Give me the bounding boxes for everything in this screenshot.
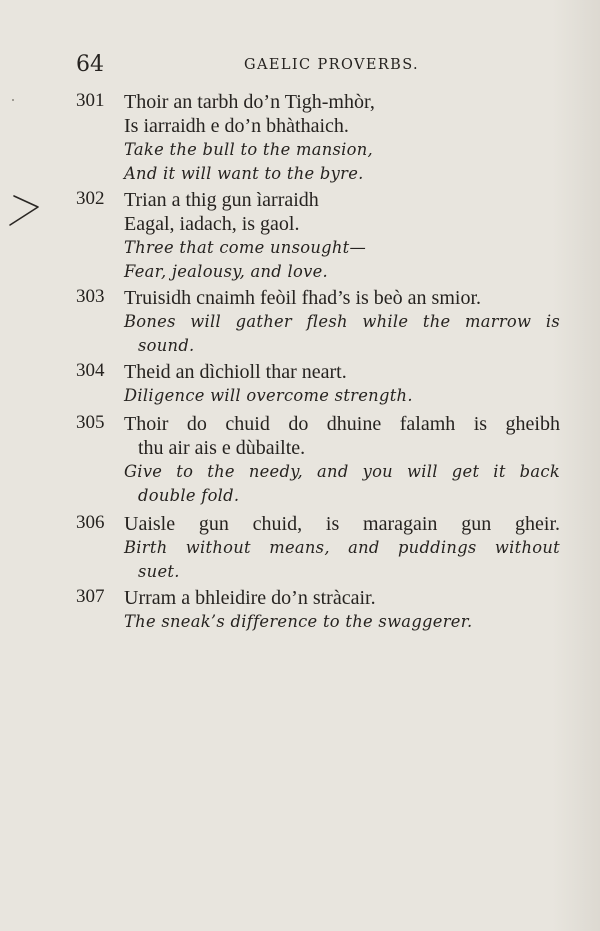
gaelic-line: Truisidh cnaimh feòil fhad’s is beò an smior. (124, 287, 482, 309)
english-line: Diligence will overcome strength. (124, 386, 413, 405)
proverb-304 (76, 360, 562, 408)
english-line: The sneak’s difference to the swaggerer. (124, 612, 473, 631)
proverb-302 (76, 188, 562, 284)
gaelic-line: Is iarraidh e do’n bhàthaich. (124, 115, 349, 137)
proverb-number: 306 (76, 512, 105, 533)
gaelic-line: thu air ais e dùbailte. (138, 437, 306, 459)
proverb-307 (76, 586, 562, 634)
proverb-number: 307 (76, 586, 105, 607)
gaelic-line: Urram a bhleidire do’n stràcair. (124, 587, 376, 609)
page-number: 64 (76, 52, 104, 77)
proverb-301 (76, 90, 562, 186)
gaelic-line: Thoir do chuid do dhuine falamh is gheibh (124, 413, 560, 435)
proverb-303 (76, 286, 562, 358)
gaelic-line: Thoir an tarbh do’n Tigh-mhòr, (124, 91, 375, 113)
gaelic-line: Theid an dìchioll thar neart. (124, 361, 347, 383)
proverb-number: 302 (76, 188, 105, 209)
english-line: And it will want to the byre. (124, 164, 364, 183)
english-line: Give to the needy, and you will get it back (124, 462, 560, 481)
pencil-chevron-mark-icon (6, 190, 40, 230)
english-line: Three that come unsought— (124, 238, 367, 257)
english-line: Bones will gather flesh while the marrow is (124, 312, 560, 331)
gaelic-line: Eagal, iadach, is gaol. (124, 213, 300, 235)
english-line: Birth without means, and puddings without (124, 538, 560, 557)
paper-speck (12, 99, 14, 101)
proverb-number: 304 (76, 360, 105, 381)
english-line: Fear, jealousy, and love. (124, 262, 329, 281)
english-line: suet. (138, 562, 180, 581)
proverb-306 (76, 512, 562, 584)
proverb-number: 301 (76, 90, 105, 111)
english-line: Take the bull to the mansion, (124, 140, 374, 159)
proverb-number: 305 (76, 412, 105, 433)
english-line: sound. (138, 336, 195, 355)
page-header (76, 52, 556, 80)
english-line: double fold. (138, 486, 240, 505)
running-title: GAELIC PROVERBS. (244, 57, 420, 73)
gaelic-line: Uaisle gun chuid, is maragain gun gheir. (124, 513, 560, 535)
proverb-305 (76, 412, 562, 508)
gaelic-line: Trian a thig gun ìarraidh (124, 189, 319, 211)
proverb-number: 303 (76, 286, 105, 307)
